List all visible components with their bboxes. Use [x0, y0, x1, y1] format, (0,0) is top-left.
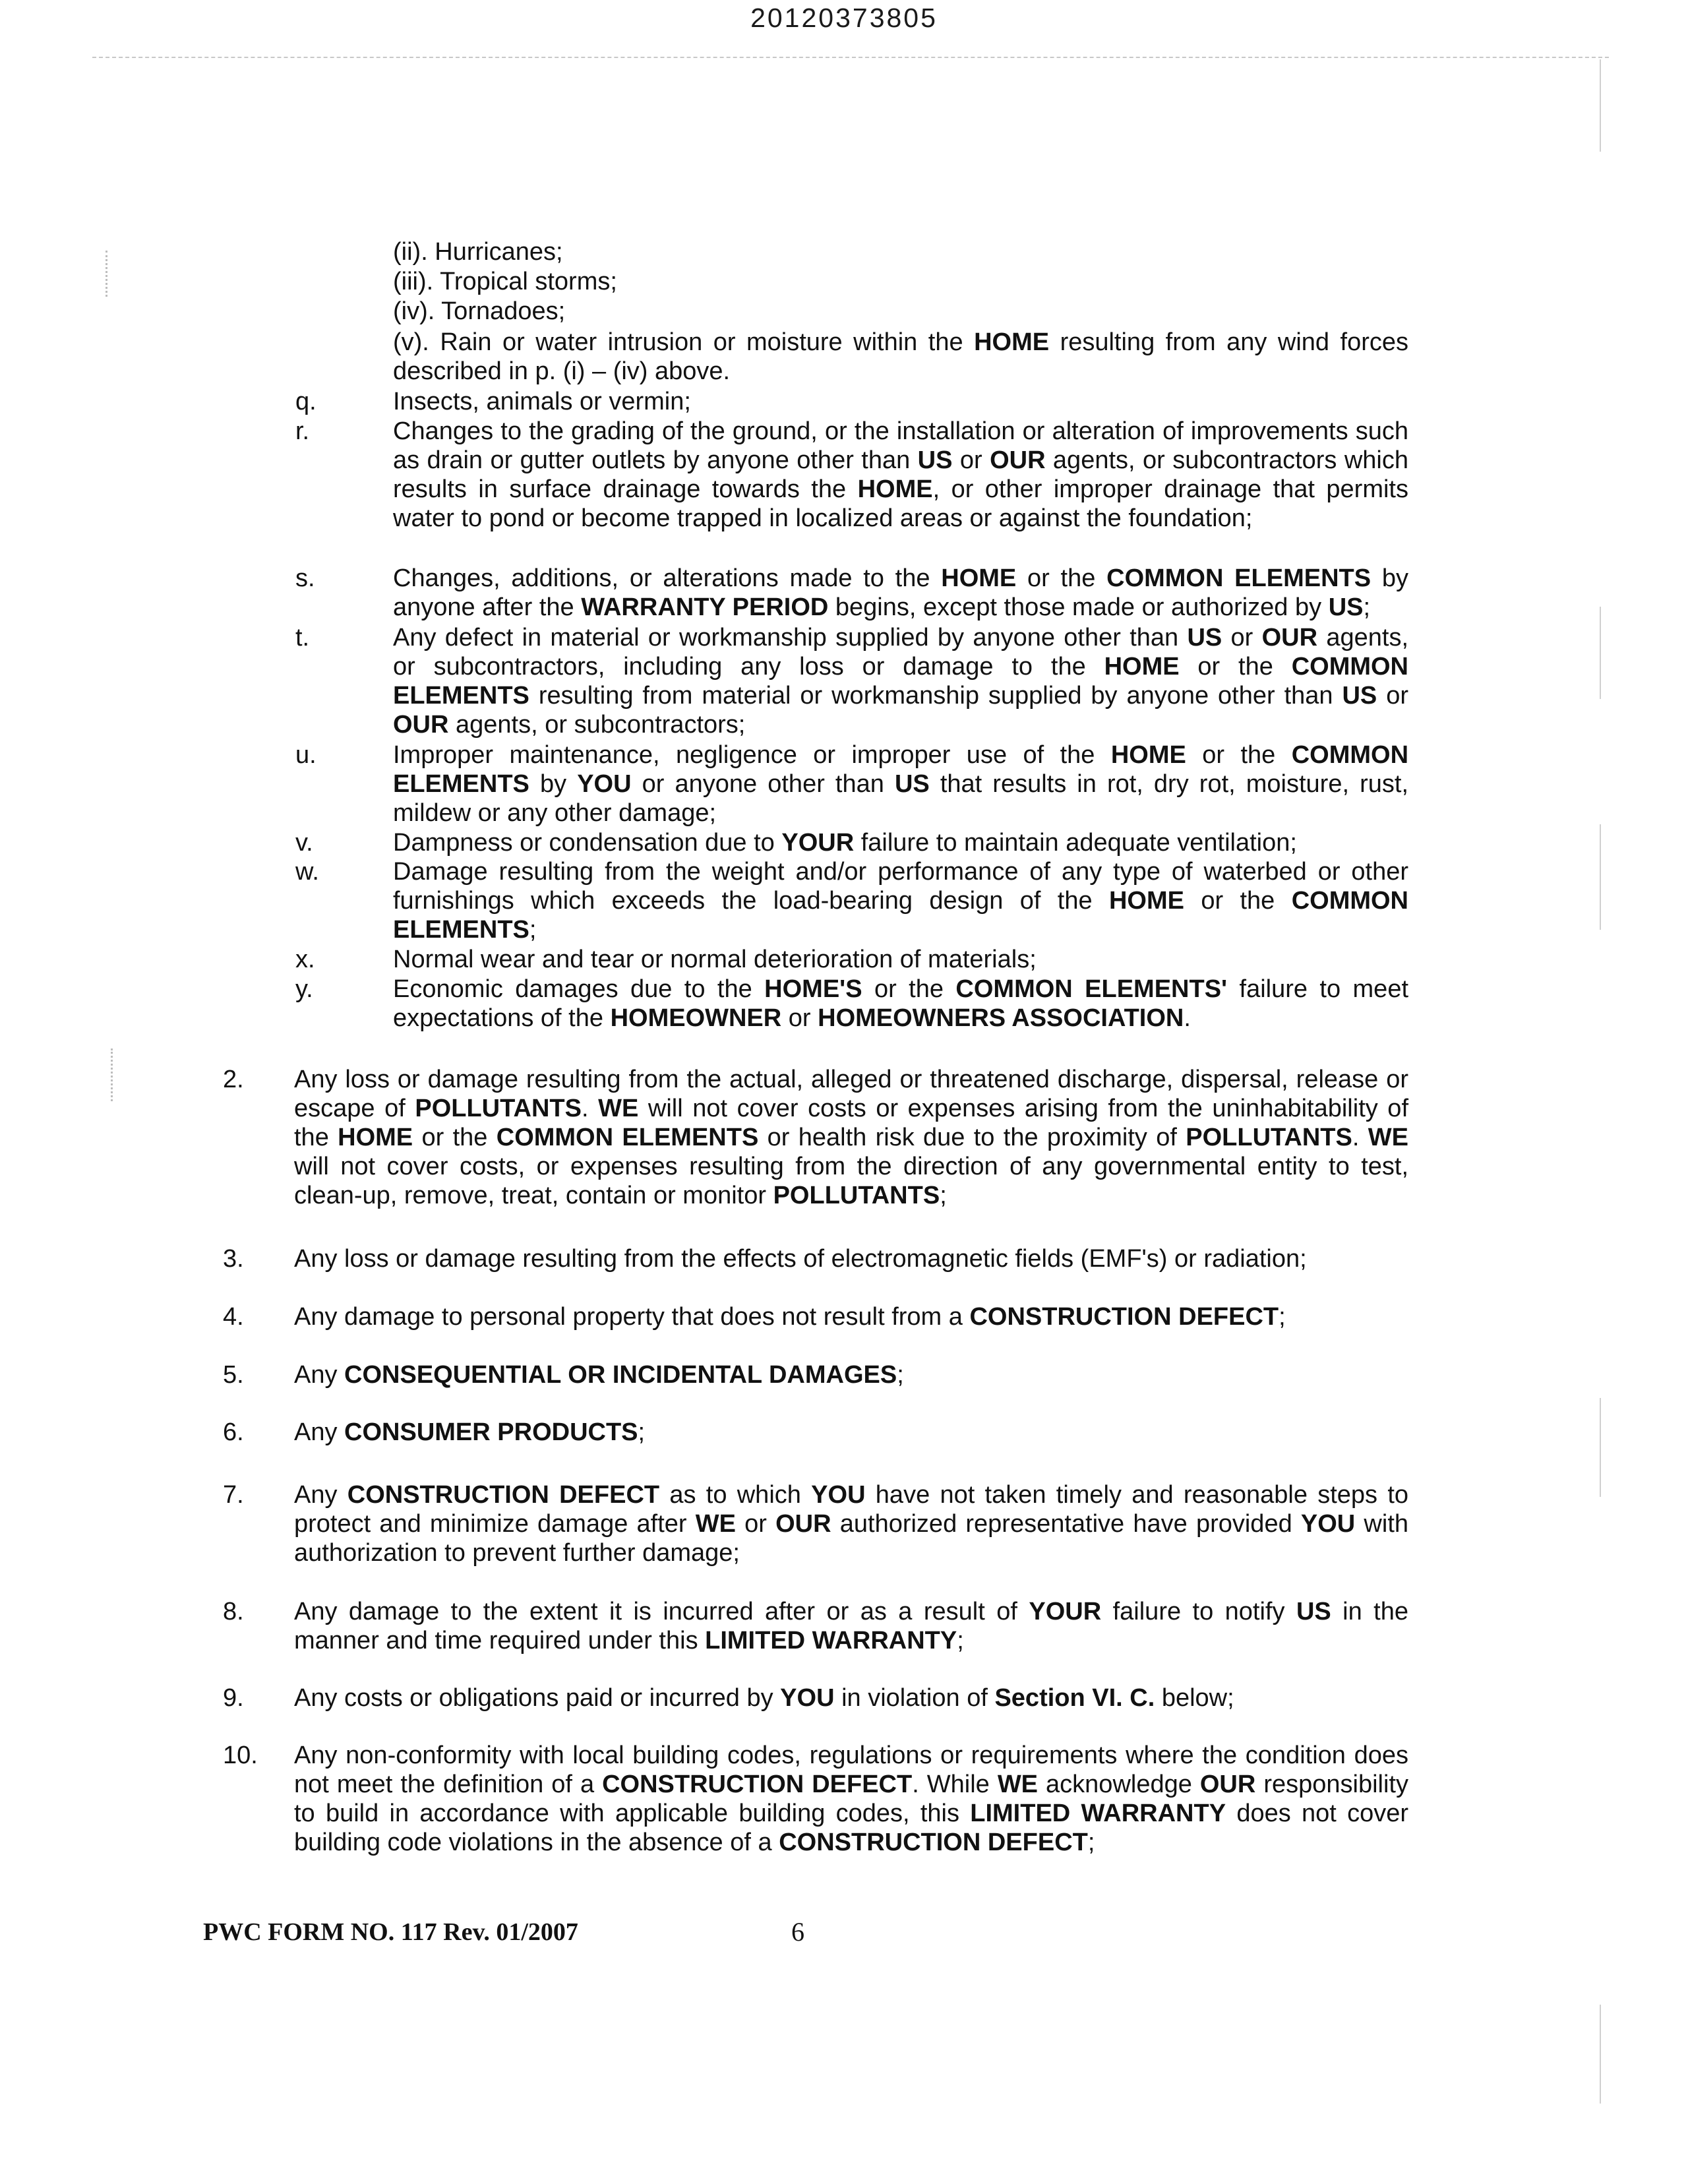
numbered-item-label: 10. [223, 1742, 258, 1769]
sub-item: (iv). Tornadoes; [393, 297, 566, 325]
numbered-item-label: 5. [223, 1361, 244, 1389]
numbered-item-label: 4. [223, 1303, 244, 1331]
numbered-item-label: 6. [223, 1418, 244, 1446]
list-item-label: u. [295, 741, 316, 769]
sub-item: (iii). Tropical storms; [393, 268, 617, 295]
sub-item: (v). Rain or water intrusion or moisture within the HOME resulting from any wind forces described in p. (i) – (iv) above. [393, 328, 1408, 385]
list-item-text: Changes, additions, or alterations made to the HOME or the COMMON ELEMENTS by anyone after the WARRANTY PERIOD begins, except those made or authorized by US; [393, 564, 1408, 621]
document-number: 20120373805 [750, 3, 938, 33]
numbered-item-text: Any costs or obligations paid or incurred by YOU in violation of Section VI. C. below; [294, 1684, 1234, 1712]
list-item-label: x. [295, 946, 315, 973]
scan-speck [111, 1048, 113, 1101]
numbered-item-text: Any CONSTRUCTION DEFECT as to which YOU have not taken timely and reasonable steps to protect and minimize damage after WE or OUR authorized representative have provided YOU with authorization to prevent further damage; [294, 1481, 1409, 1567]
scan-edge-mark [1600, 2005, 1601, 2104]
numbered-item-label: 2. [223, 1066, 244, 1093]
list-item-label: q. [295, 388, 316, 415]
list-item-label: s. [295, 564, 315, 592]
page-number: 6 [791, 1917, 804, 1947]
list-item-label: t. [295, 624, 310, 652]
list-item-text: Dampness or condensation due to YOUR failure to maintain adequate ventilation; [393, 829, 1297, 857]
list-item-text: Changes to the grading of the ground, or the installation or alteration of improvements such as drain or gutter outlets by anyone other than US or OUR agents, or subcontractors which results in surface drainage towards the HOME, or other improper drainage that permits water to pond or become trapped in localized areas or against the foundation; [393, 417, 1408, 532]
numbered-item-label: 7. [223, 1481, 244, 1509]
scan-edge-mark [1600, 607, 1601, 699]
numbered-item-label: 8. [223, 1598, 244, 1625]
numbered-item-text: Any damage to the extent it is incurred after or as a result of YOUR failure to notify US in the manner and time required under this LIMITED WARRANTY; [294, 1598, 1409, 1654]
list-item-label: y. [295, 975, 313, 1003]
numbered-item-text: Any loss or damage resulting from the actual, alleged or threatened discharge, dispersal, release or escape of POLLUTANTS. WE will not cover costs or expenses arising from the uninhabitability of the HOME or the COMMON ELEMENTS or health risk due to the proximity of POLLUTANTS. WE will not cover costs, or expenses resulting from the direction of any governmental entity to test, clean-up, remove, treat, contain or monitor POLLUTANTS; [294, 1066, 1409, 1209]
list-item-text: Economic damages due to the HOME'S or the COMMON ELEMENTS' failure to meet expectations of the HOMEOWNER or HOMEOWNERS ASSOCIATION. [393, 975, 1409, 1032]
numbered-item-text: Any damage to personal property that does not result from a CONSTRUCTION DEFECT; [294, 1303, 1286, 1331]
form-footer: PWC FORM NO. 117 Rev. 01/2007 [203, 1918, 578, 1946]
numbered-item-text: Any loss or damage resulting from the effects of electromagnetic fields (EMF's) or radiation; [294, 1245, 1307, 1273]
list-item-text: Insects, animals or vermin; [393, 388, 691, 415]
sub-item: (ii). Hurricanes; [393, 238, 563, 266]
list-item-text: Damage resulting from the weight and/or performance of any type of waterbed or other furnishings which exceeds the load-bearing design of the HOME or the COMMON ELEMENTS; [393, 858, 1408, 944]
scan-speck [106, 251, 107, 297]
numbered-item-text: Any non-conformity with local building codes, regulations or requirements where the condition does not meet the definition of a CONSTRUCTION DEFECT. While WE acknowledge OUR responsibility to build in accordance with applicable building codes, this LIMITED WARRANTY does not cover building code violations in the absence of a CONSTRUCTION DEFECT; [294, 1742, 1409, 1856]
list-item-text: Any defect in material or workmanship supplied by anyone other than US or OUR agents, or subcontractors, including any loss or damage to the HOME or the COMMON ELEMENTS resulting from material or workmanship supplied by anyone other than US or OUR agents, or subcontractors; [393, 624, 1408, 739]
list-item-label: w. [295, 858, 319, 886]
scan-edge-mark [1600, 824, 1601, 930]
numbered-item-label: 9. [223, 1684, 244, 1712]
list-item-label: r. [295, 417, 310, 445]
numbered-item-text: Any CONSUMER PRODUCTS; [294, 1418, 646, 1446]
list-item-label: v. [295, 829, 313, 857]
scan-edge-mark [1600, 59, 1601, 152]
numbered-item-label: 3. [223, 1245, 244, 1273]
list-item-text: Improper maintenance, negligence or improper use of the HOME or the COMMON ELEMENTS by YOU or anyone other than US that results in rot, dry rot, moisture, rust, mildew or any other damage; [393, 741, 1409, 827]
list-item-text: Normal wear and tear or normal deterioration of materials; [393, 946, 1037, 973]
scan-artifact-rule [92, 57, 1609, 58]
scan-edge-mark [1600, 1398, 1601, 1497]
numbered-item-text: Any CONSEQUENTIAL OR INCIDENTAL DAMAGES; [294, 1361, 904, 1389]
